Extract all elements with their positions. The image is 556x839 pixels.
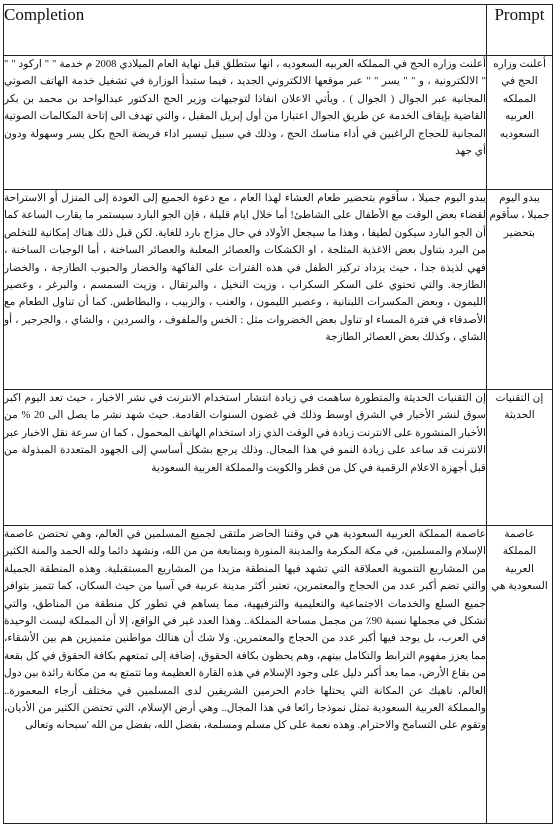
completion-header: Completion xyxy=(4,5,487,56)
prompt-header: Prompt xyxy=(487,5,553,56)
header-row xyxy=(4,5,553,56)
completion-cell: إن التقنيات الحديثة والمتطورة ساهمت في زيادة انتشار استخدام الانترنت في نشر الاخبار ، حيث تعد اليوم اكبر سوق لنشر الأخبار في الشرق اوسط وذلك في غضون السنوات القادمة. حيث شهد نشر ما يصل الى 20 % من الأخبار المنشورة على الانترنت زيادة في الوقت الذي زاد استخدام الهاتف المحمول ، كما ان سرعة نقل الاخبار عبر الانترنت قد ساعد على زيادة النمو في هذا المجال. وذلك يرجع بشكل أساسي إلى الجهود المتعددة المبذولة من قبل أجهزة الاعلام الرقمية في كل من قطر والكويت والمملكة العربية السعودية xyxy=(4,390,487,526)
table-row xyxy=(4,56,553,190)
prompt-cell: أعلنت وزاره الحج في المملكه العربيه السعوديه xyxy=(487,56,553,190)
table-row xyxy=(4,190,553,390)
table-row xyxy=(4,526,553,824)
completion-cell: عاصمة المملكة العربية السعودية هي في وقتنا الحاضر ملتقى لجميع المسلمين في العالم، وهي تحتضن عاصمة الإسلام والمسلمين، في مكة المكرمة والمدينة المنورة وبمتابعة من من الله، ونشهد دائما ولله الحمد والمنة الكثير من المشاريع التنموية العملاقة التي تشهد فيها المنطقة مزيدا من المشاريع المستقبلية. وهذه المنطقة الجميلة والتي تضم أكبر عدد من الحجاج والمعتمرين، تعتبر أكثر مدينة عربية في آسيا من حيث السكان، كما تتميز بتوافر جميع السلع والخدمات الاجتماعية والتعليمية والترفيهية، مما يساهم في تطور كل منطقة من المناطق، والتي تشكل في مجملها نسبة 90٪ من مجمل مساحة المملكة.. وهذا العدد غير في الواقع، إلا أن المملكة ليست الوحيدة في العرب، بل يوجد فيها أكبر عدد من الحجاج والمعتمرين. ولا شك أن هنالك مواطنين متميزين هم بين الأشقاء، مما يعزز مفهوم الترابط والتكامل بينهم، وهم يحظون بكافة الحقوق، إضافة إلى تمتعهم بكافة الحقوق في كل بقعة من بقاع الأرض، مما يعد أكبر دليل على وجود الإسلام في هذه القارة العظيمة وما تتمتع به من مكانة رائدة بين دول العالم، ناهيك عن المكانة التي يحتلها خادم الحرمين الشريفين لدى المسلمين في مختلف أرجاء المعمورة.. والمملكة العربية السعودية تمثل نموذجا رائعا في هذا المجال.. وهي أرض الإسلام، التي تحتضن الكثير من الأديان، وتقوم على التسامح والاحترام. وهذه نعمة على كل مسلم ومسلمة، بفضل الله، بفضل من الله 'سبحانه وتعالى xyxy=(4,526,487,824)
prompt-cell: يبدو اليوم جميلا ، سأقوم بتحضير xyxy=(487,190,553,390)
completion-cell: أعلنت وزاره الحج في المملكه العربيه السعوديه ، انها ستطلق قبل نهاية العام الميلادي 2008 م خدمة " " اركود " " " الالكترونية ، و " " يسر " " عبر موقعها الالكتروني الجديد ، فيما ستبدأ الوزارة في تشغيل خدمة الهاتف الصوتي المجانية عبر الجوال ( الجوال ) . ويأتي الاعلان انفاذا لتوجيهات وزير الحج الدكتور عبدالواحد بن محمد بن بكر القاضية بإيقاف الخدمة عن طريق الجوال اعتبارا من أول إبريل المقبل ، والتي تهدف الى إتاحة المكالمات الصوتية المجانية للحجاج الراغبين في أداء مناسك الحج ، وذلك في سبيل تيسير اداء فريضة الحج بكل يسر وسهولة ودون أي جهد xyxy=(4,56,487,190)
prompt-cell: إن التقنيات الحديثة xyxy=(487,390,553,526)
completion-cell: يبدو اليوم جميلا ، سأقوم بتحضير طعام العشاء لهذا العام ، مع دعوة الجميع إلى العودة إلى المنزل أو الاستراحة لقضاء بعض الوقت مع الأطفال على الشاطئ! أما خلال ايام قليلة ، فإن الجو البارد سيستمر ما يقارب الساعة كما أن الجو البارد سيكون لطيفا ، وهذا ما سيجعل الأولاد في حال مزاج بارد للغاية. لكن قبل ذلك هناك إمكانية للتخلص من البرد بتناول بعض الاغذية المثلجة ، او الكشكات والعصائر المعلبة والعصائر الساخنة ، أما الوجبات الساخنة ، فهي لذيذة جدا ، حيث يزداد تركيز الطفل في هذه الفترات على الفاكهة والخضار والحبوب الطازجة ، والخضار الطازجة. والتي تحتوي على السكر السكراب ، وزيت النخيل ، والبرتقال ، وزيت السمسم ، والبرغر ، وعصير الليمون ، وبعض المكسرات اللبنانية ، وعصير الليمون ، والعنب ، والزبيب ، والبطاطس. كما أن تناول الطعام مع الأصدقاء في فترة المساء او تناول بعض الخضروات مثل : الخس والملفوف ، والسردين ، والشاي ، والجرجير ، أو الشاي ، وكذلك بعض العصائر الطازجة xyxy=(4,190,487,390)
table-row xyxy=(4,390,553,526)
prompt-cell: عاصمة المملكة العربية السعودية هي xyxy=(487,526,553,824)
comparison-table xyxy=(3,4,553,824)
